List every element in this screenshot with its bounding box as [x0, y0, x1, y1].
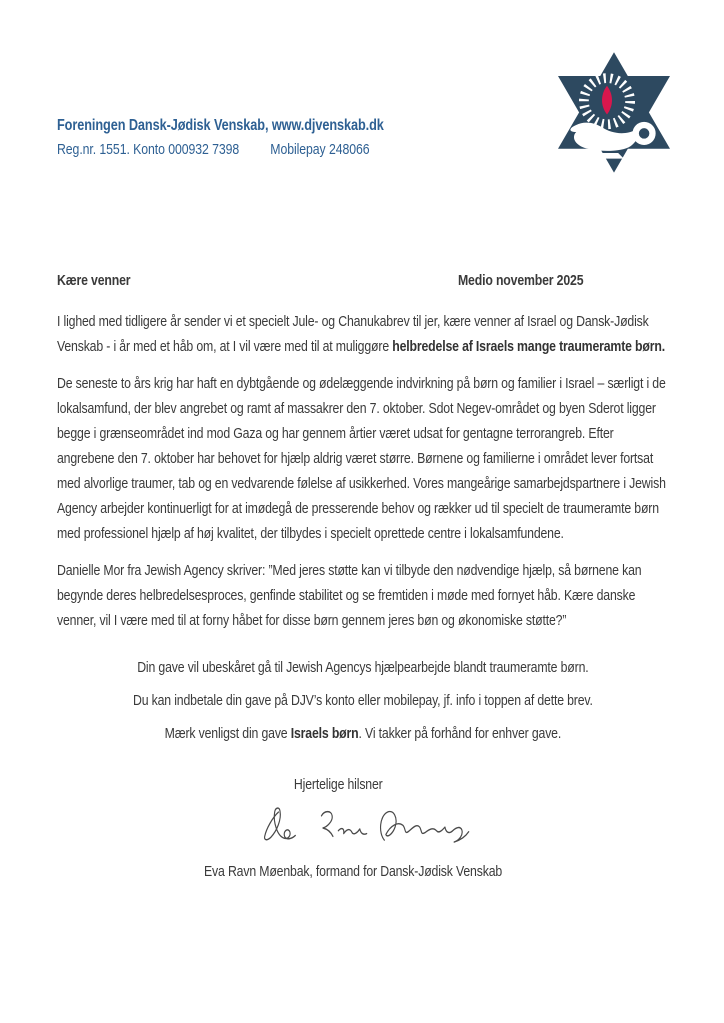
paragraph-quote: Danielle Mor fra Jewish Agency skriver: ”Med jeres støtte kan vi tilbyde den nødvendige hjælp, så børnene kan begynde deres helbredelsesproces, genfinde stabilitet og se fremtiden i møde med fornyet håb. Kære danske venner, vil I være med til at forny håbet for disse børn gennem jeres bøn og økonomiske støtte?” [57, 562, 642, 629]
gift-line-3-pre: Mærk venligst din gave [164, 725, 291, 742]
gift-line-3-bold: Israels børn [290, 725, 359, 742]
salutation-row [57, 268, 669, 293]
mobilepay-text: Mobilepay 248066 [270, 141, 370, 158]
org-name-line: Foreningen Dansk-Jødisk Venskab, www.djvenskab.dk [57, 117, 384, 134]
signoff-line: Eva Ravn Møenbak, formand for Dansk-Jødisk Venskab [203, 863, 503, 880]
gift-info-line-1: Din gave vil ubeskåret gå til Jewish Agencys hjælpearbejde blandt traumeramte børn. [137, 659, 589, 676]
letter-body [57, 268, 669, 884]
paragraph-war-impact: De seneste to års krig har haft en dybtgående og ødelæggende indvirkning på børn og familier i Israel – særligt i de lokalsamfund, der blev angrebet og ramt af massakrer den 7. oktober. Sdot Negev-området og byen Sderot ligger begge i grænseområdet ind mod Gaza og har gennem årtier været udsat for gentagne terrorangreb. Efter angrebene den 7. oktober har behovet for hjælp aldrig været større. Børnene og familierne i området lever fortsat med alvorlige traumer, tab og en vedvarende følelse af usikkerhed. Vores mangeårige samarbejdspartnere i Jewish Agency arbejder kontinuerligt for at imødegå de presserende behov og rækker ud til specielt de traumeramte børn med professionel hjælp af høj kvalitet, der tilbydes i specielt oprettede centre i lokalsamfundene. [57, 375, 666, 542]
paragraph-intro-bold: helbredelse af Israels mange traumeramte børn. [392, 338, 665, 355]
reg-konto-text: Reg.nr. 1551. Konto 000932 7398 [57, 141, 240, 158]
signature-word-eva [265, 808, 296, 840]
signature-word-ravn [321, 812, 366, 837]
signature-word-moenbak [381, 812, 469, 842]
lamp-foot [592, 153, 624, 159]
gift-line-3-post: . Vi takker på forhånd for enhver gave. [358, 725, 562, 742]
gift-info-line-2: Du kan indbetale din gave på DJV’s konto eller mobilepay, jf. info i toppen af dette brev. [132, 692, 593, 709]
salutation: Kære venner [57, 272, 131, 289]
star-of-david-lamp-logo-icon [543, 48, 685, 188]
paragraph-intro-text: I lighed med tidligere år sender vi et specielt Jule- og Chanukabrev til jer, kære venner af Israel og Dansk-Jødisk Venskab - i år med et håb om, at I vil være med til at muliggøre [57, 313, 649, 355]
paragraph-intro [57, 309, 669, 359]
closing-line: Hjertelige hilsner [293, 776, 383, 793]
gift-info-line-3 [57, 721, 669, 746]
letter-date: Medio november 2025 [457, 272, 584, 289]
signature-image [244, 799, 482, 857]
